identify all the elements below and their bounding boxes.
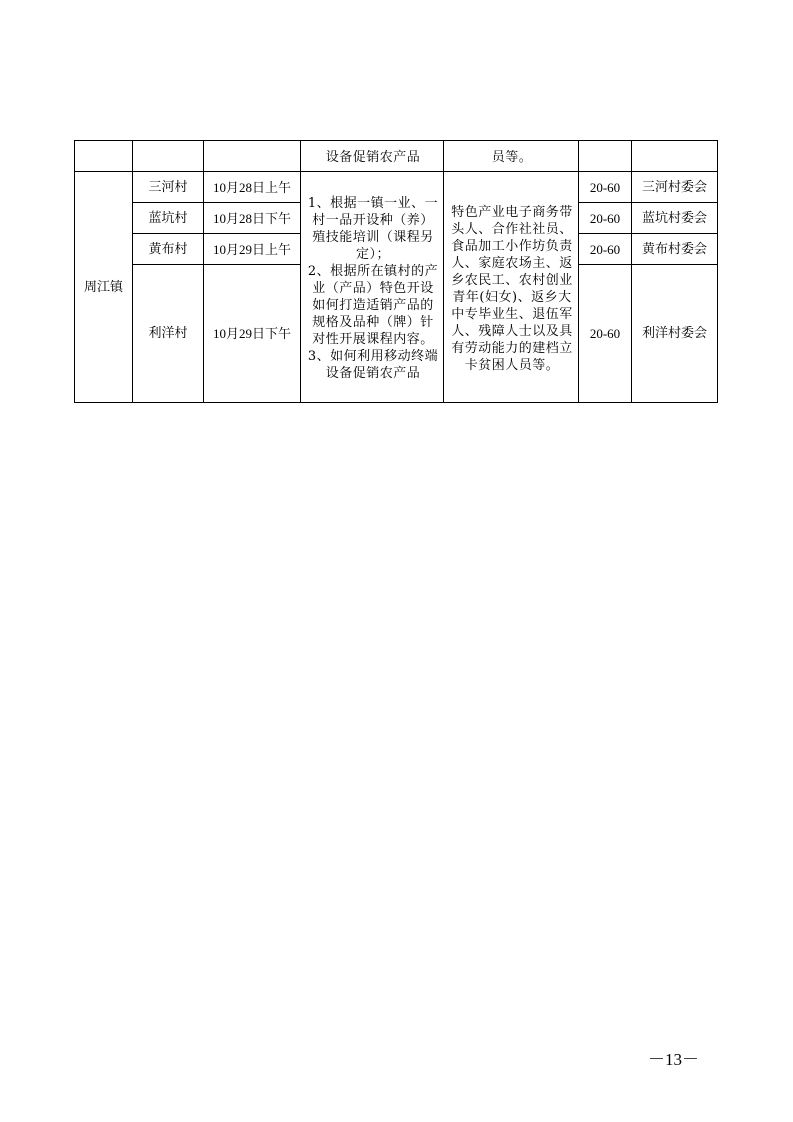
location-cell: 三河村委会 <box>632 172 718 203</box>
village-cell: 蓝坑村 <box>133 203 204 234</box>
village-cell: 黄布村 <box>133 234 204 265</box>
location-cell: 蓝坑村委会 <box>632 203 718 234</box>
time-cell: 10月28日上午 <box>204 172 301 203</box>
audience-cell: 员等。 <box>444 141 579 172</box>
town-cell-empty <box>75 141 133 172</box>
time-cell: 10月28日下午 <box>204 203 301 234</box>
town-cell: 周江镇 <box>75 172 133 403</box>
village-cell-empty <box>133 141 204 172</box>
location-cell: 黄布村委会 <box>632 234 718 265</box>
time-cell: 10月29日下午 <box>204 265 301 403</box>
location-cell-empty <box>632 141 718 172</box>
location-cell: 利洋村委会 <box>632 265 718 403</box>
training-schedule-table <box>74 140 718 403</box>
time-cell: 10月29日上午 <box>204 234 301 265</box>
count-cell: 20-60 <box>579 265 632 403</box>
count-cell: 20-60 <box>579 203 632 234</box>
count-cell: 20-60 <box>579 234 632 265</box>
content-cell: 设备促销农产品 <box>301 141 444 172</box>
table-row-continued <box>75 141 718 172</box>
count-cell: 20-60 <box>579 172 632 203</box>
content-cell: 1、根据一镇一业、一村一品开设种（养）殖技能培训（课程另定）； 2、根据所在镇村的产业（产品）特色开设如何打造适销产品的规格及品种（牌）针对性开展课程内容。 3、如何利用移动终端设备促销农产品 <box>301 172 444 403</box>
audience-cell: 特色产业电子商务带头人、合作社社员、食品加工小作坊负责人、家庭农场主、返乡农民工、农村创业青年(妇女)、返乡大中专毕业生、退伍军人、残障人士以及具有劳动能力的建档立卡贫困人员等。 <box>444 172 579 403</box>
village-cell: 利洋村 <box>133 265 204 403</box>
time-cell-empty <box>204 141 301 172</box>
table-row <box>75 172 718 203</box>
village-cell: 三河村 <box>133 172 204 203</box>
page-number: －13－ <box>648 1050 699 1069</box>
count-cell-empty <box>579 141 632 172</box>
